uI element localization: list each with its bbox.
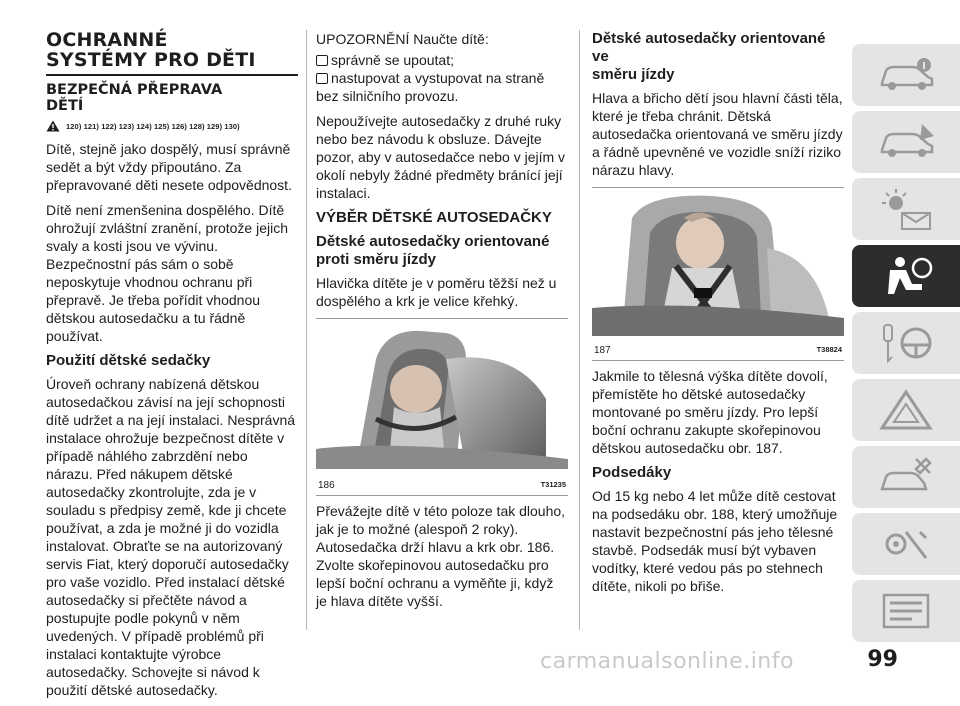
column-2 xyxy=(316,30,568,617)
column-1 xyxy=(46,30,298,706)
bullet-continuation: bez silničního provozu. xyxy=(316,88,459,104)
paragraph-child-not-adult: Dítě není zmenšenina dospělého. Dítě ohrožují zvláštní zranění, protože jejich svaly a kosti jsou ve vývinu. Bezpečnostní pás sám o sobě neposkytuje vhodnou ochranu při přepravě. Je třeba pořídit vhodnou dětskou autosedačku a tu řádně používat. xyxy=(46,202,289,344)
figure-number: 187 xyxy=(594,345,611,356)
alphabetic-index-icon xyxy=(876,589,936,633)
warning-intro: UPOZORNĚNÍ Naučte dítě: xyxy=(316,31,489,47)
heading-choice: VÝBĚR DĚTSKÉ AUTOSEDAČKY xyxy=(316,209,552,226)
car-info-icon xyxy=(876,55,936,95)
tab-car-info[interactable] xyxy=(852,44,960,106)
warning-refs-text: 120) 121) 122) 123) 124) 125) 126) 128) 129) 130) xyxy=(66,121,240,131)
page-number: 99 xyxy=(867,647,898,672)
watermark: carmanualsonline.info xyxy=(540,649,794,674)
key-steering-icon xyxy=(876,321,936,365)
bullet-item xyxy=(316,51,568,69)
figure-code: T31235 xyxy=(540,480,566,489)
heading-forward-facing xyxy=(592,30,844,84)
heading-booster: Podsedáky xyxy=(592,464,672,481)
paragraph-rear: Hlavička dítěte je v poměru těžší než u dospělého a krk je velice křehký. xyxy=(316,275,557,309)
warning-triangle-icon xyxy=(876,388,936,432)
figure-caption xyxy=(316,480,568,491)
heading-rear-line-1: Dětské autosedačky orientované xyxy=(316,233,550,250)
tab-safety[interactable] xyxy=(852,245,960,307)
tab-emergency[interactable] xyxy=(852,379,960,441)
subsection-title xyxy=(46,82,298,114)
bullet-box-icon xyxy=(316,73,328,84)
forward-facing-seat-illustration xyxy=(592,188,844,336)
figure-187 xyxy=(592,187,844,361)
paragraph-second-hand: Nepoužívejte autosedačky z druhé ruky nebo bez návodu k obsluze. Dávejte pozor, aby v autosedačce nebo v jejím v okolí nebyly žádné předměty bránící její instalaci. xyxy=(316,113,566,201)
tab-car-ok[interactable] xyxy=(852,111,960,173)
warning-triangle-icon xyxy=(46,120,60,132)
chapter-tabs xyxy=(852,44,960,647)
airbag-seat-icon xyxy=(876,254,936,298)
paragraph-forward: Hlava a břicho dětí jsou hlavní části těla, které je třeba chránit. Dětská autosedačka orientovaná ve směru jízdy a řádně upevněné ve vozidle sníží riziko nárazu hlavy. xyxy=(592,90,843,178)
tab-dashboard-lights[interactable] xyxy=(852,178,960,240)
subsection-title-line-1: BEZPEČNÁ PŘEPRAVA xyxy=(46,82,223,98)
car-ok-icon xyxy=(876,122,936,162)
section-title xyxy=(46,30,298,70)
bullet-text: nastupovat a vystupovat na straně xyxy=(331,70,545,86)
car-tools-icon xyxy=(876,455,936,499)
column-divider xyxy=(579,30,580,630)
figure-number: 186 xyxy=(318,480,335,491)
column-3 xyxy=(592,30,844,602)
subsection-title-line-2: DĚTÍ xyxy=(46,98,84,114)
paragraph-booster: Od 15 kg nebo 4 let může dítě cestovat na podsedáku obr. 188, který umožňuje nastavit bezpečnostní pás jeho tělesné stavbě. Podsedák musí být vybaven vodítky, které vedou pás po stehnech dítěte, nikoli po břiše. xyxy=(592,488,838,594)
heading-rear-facing xyxy=(316,233,568,269)
rear-facing-seat-illustration xyxy=(316,319,568,469)
tab-starting-driving[interactable] xyxy=(852,312,960,374)
section-title-line-2: SYSTÉMY PRO DĚTI xyxy=(46,49,256,71)
heading-rear-line-2: proti směru jízdy xyxy=(316,251,437,268)
title-rule xyxy=(46,74,298,76)
figure-caption xyxy=(592,345,844,356)
paragraph-height: Jakmile to tělesná výška dítěte dovolí, přemístěte ho dětské autosedačky montované po směru jízdy. Pro lepší boční ochranu zakupte skořepinovou dětskou autosedačku obr. 187. xyxy=(592,368,828,456)
bullet-box-icon xyxy=(316,55,328,66)
heading-fwd-line-2: směru jízdy xyxy=(592,66,675,83)
tab-technical-data[interactable] xyxy=(852,513,960,575)
heading-usage: Použití dětské sedačky xyxy=(46,352,211,369)
technical-data-icon xyxy=(876,522,936,566)
bullet-item xyxy=(316,69,568,87)
warning-references xyxy=(46,120,298,132)
figure-code: T38824 xyxy=(816,345,842,354)
section-title-line-1: OCHRANNÉ xyxy=(46,29,168,51)
tab-maintenance[interactable] xyxy=(852,446,960,508)
tab-index[interactable] xyxy=(852,580,960,642)
paragraph-intro: Dítě, stejně jako dospělý, musí správně sedět a být vždy připoutáno. Za přepravované děti nesete odpovědnost. xyxy=(46,141,292,193)
paragraph-usage: Úroveň ochrany nabízená dětskou autosedačkou závisí na její schopnosti dítě udržet a na její instalaci. Nesprávná instalace ohrožuje bezpečnost dítěte v případě náhlého zabrzdění nebo nárazu. Před nákupem dětské autosedačky zkontrolujte, zda je v souladu s předpisy země, kde ji chcete používat, a zda je možné ji do vozidla instalovat. Obraťte se na autorizovaný servis Fiat, který doporučí autosedačky pro vaše vozidlo. Před instalací dětské autosedačky si přečtěte návod a postupujte podle pokynů v něm uvedených. V případě problémů při instalaci kontaktujte výrobce autosedačky. Schovejte si návod k použití dětské autosedačky. xyxy=(46,376,296,698)
column-divider xyxy=(306,30,307,630)
heading-fwd-line-1: Dětské autosedačky orientované ve xyxy=(592,30,826,65)
figure-186 xyxy=(316,318,568,496)
paragraph-rear-duration: Převážejte dítě v této poloze tak dlouho, jak je to možné (alespoň 2 roky). Autosedačka drží hlavu a krk obr. 186. Zvolte skořepinovou autosedačku pro lepší boční ochranu a vyměňte ji, když je hlava dítěte vyšší. xyxy=(316,503,566,609)
bullet-text: správně se upoutat; xyxy=(331,52,454,68)
dashboard-lights-icon xyxy=(876,187,936,231)
